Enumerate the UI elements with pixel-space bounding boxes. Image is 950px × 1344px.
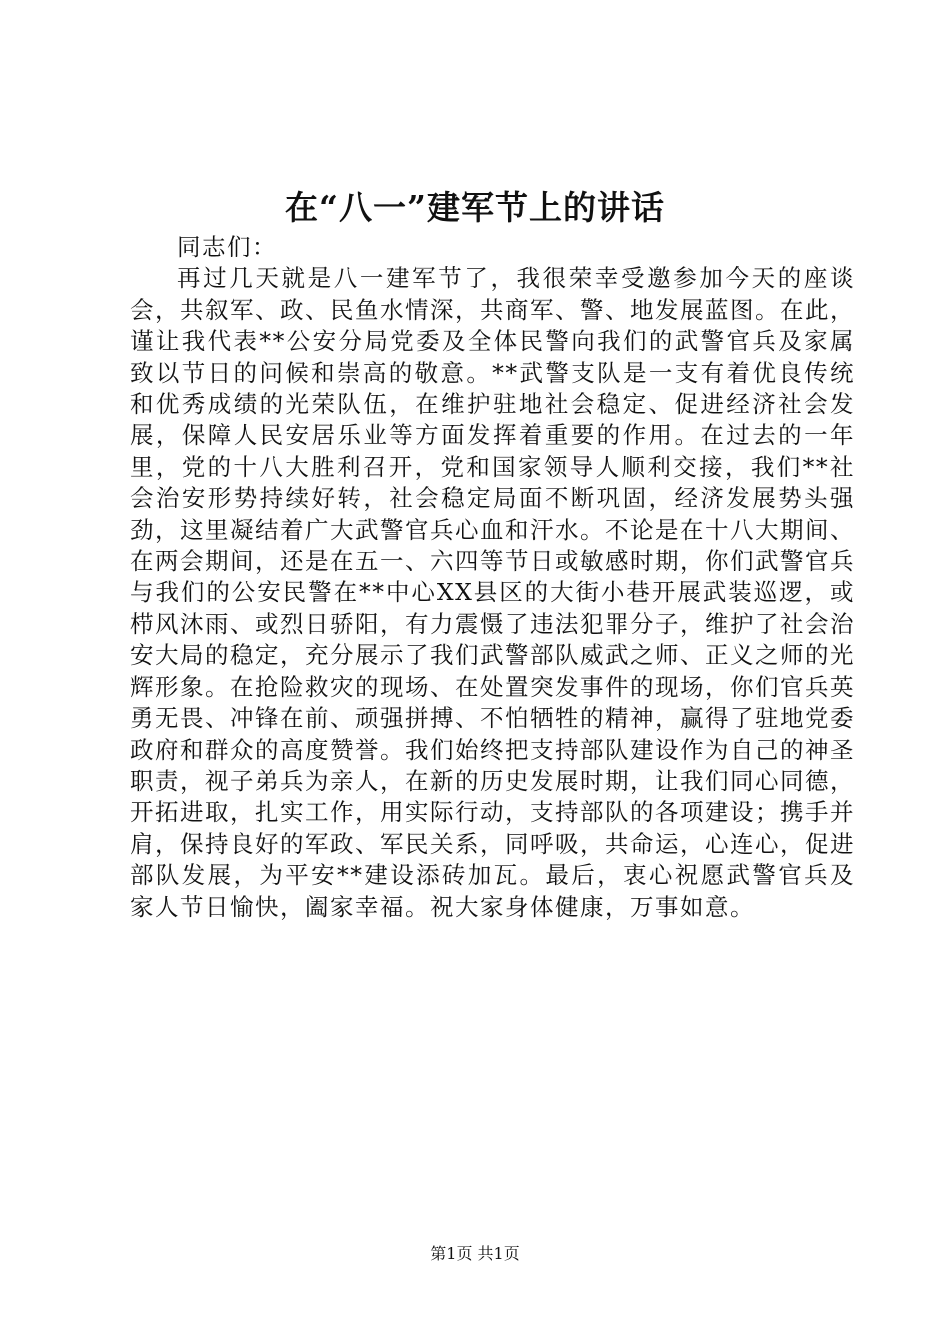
page-footer: 第1页 共1页 <box>430 1244 520 1263</box>
body-paragraph: 再过几天就是八一建军节了，我很荣幸受邀参加今天的座谈会，共叙军、政、民鱼水情深，共商军、警、地发展蓝图。在此，谨让我代表**公安分局党委及全体民警向我们的武警官兵及家属致以节日的问候和崇高的敬意。**武警支队是一支有着优良传统和优秀成绩的光荣队伍，在维护驻地社会稳定、促进经济社会发展，保障人民安居乐业等方面发挥着重要的作用。在过去的一年里，党的十八大胜利召开，党和国家领导人顺利交接，我们**社会治安形势持续好转，社会稳定局面不断巩固，经济发展势头强劲，这里凝结着广大武警官兵心血和汗水。不论是在十八大期间、在两会期间，还是在五一、六四等节日或敏感时期，你们武警官兵与我们的公安民警在**中心XX县区的大街小巷开展武装巡逻，或栉风沐雨、或烈日骄阳，有力震慑了违法犯罪分子，维护了社会治安大局的稳定，充分展示了我们武警部队威武之师、正义之师的光辉形象。在抢险救灾的现场、在处置突发事件的现场，你们官兵英勇无畏、冲锋在前、顽强拼搏、不怕牺牲的精神，赢得了驻地党委政府和群众的高度赞誉。我们始终把支持部队建设作为自己的神圣职责，视子弟兵为亲人，在新的历史发展时期，让我们同心同德，开拓进取，扎实工作，用实际行动，支持部队的各项建设；携手并肩，保持良好的军政、军民关系，同呼吸，共命运，心连心，促进部队发展，为平安**建设添砖加瓦。最后，衷心祝愿武警官兵及家人节日愉快，阖家幸福。祝大家身体健康，万事如意。 <box>130 264 855 921</box>
document-title: 在“八一”建军节上的讲话 <box>285 188 665 227</box>
document-body <box>130 232 855 923</box>
salutation: 同志们： <box>177 233 277 261</box>
